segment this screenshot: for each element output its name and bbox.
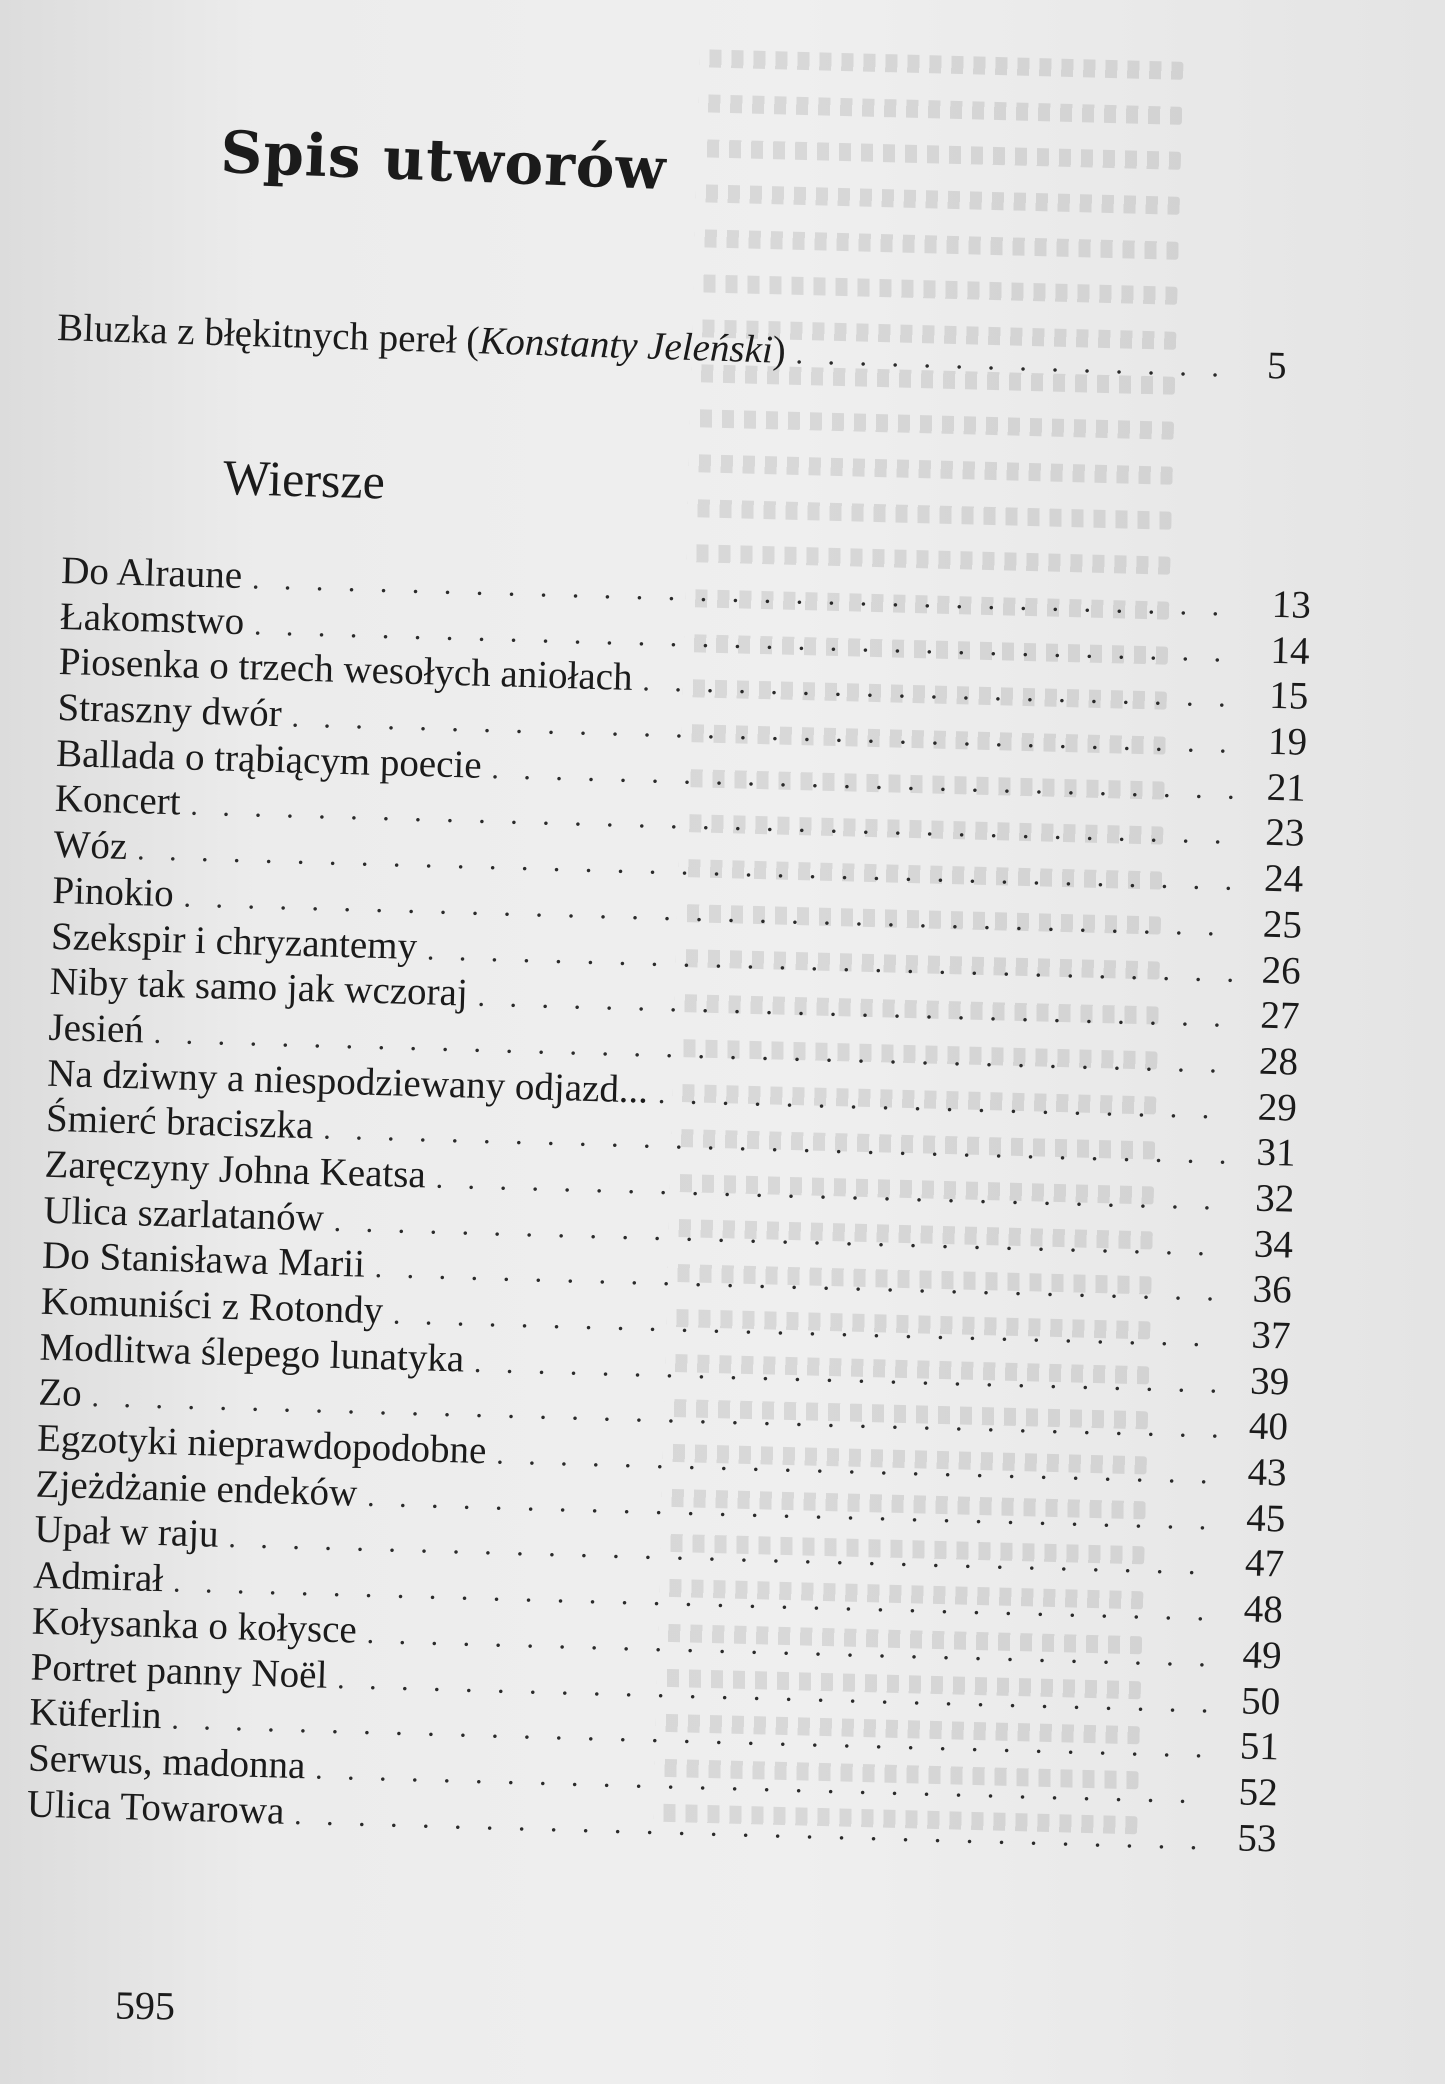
toc-entry-title: Kołysanka o kołysce	[31, 1599, 358, 1652]
page-number: 40	[1248, 1404, 1289, 1449]
section-heading: Wiersze	[222, 448, 386, 510]
toc-entry-title: Na dziwny a niespodziewany odjazd...	[46, 1051, 649, 1112]
page-number: 24	[1263, 856, 1304, 901]
page-title: Spis utworów	[219, 118, 668, 204]
toc-entry-title: Do Alraune	[60, 548, 243, 598]
page-number: 5	[1266, 344, 1288, 388]
dot-leader	[795, 337, 1219, 384]
toc-entry-title: Pinokio	[51, 868, 175, 916]
toc-entry-title: Egzotyki nieprawdopodobne	[36, 1416, 488, 1473]
page-number: 34	[1253, 1222, 1294, 1267]
toc-entry-title: Wóz	[53, 823, 128, 869]
page-number: 50	[1240, 1678, 1281, 1723]
page-folio: 595	[114, 1982, 176, 2029]
toc-entry-title: Koncert	[54, 777, 182, 824]
page-number: 19	[1267, 719, 1308, 764]
toc-entry-title: Szekspir i chryzantemy	[50, 914, 418, 968]
toc-entry-title: Do Stanisława Marii	[41, 1234, 366, 1287]
page-number: 23	[1264, 811, 1306, 856]
page-number: 36	[1252, 1267, 1293, 1312]
page-number: 29	[1257, 1085, 1298, 1130]
toc-entry-title: Ballada o trąbiącym poecie	[55, 731, 483, 787]
intro-entry	[57, 305, 1288, 389]
page-number: 53	[1236, 1815, 1278, 1860]
toc-entry-title: Straszny dwór	[56, 686, 283, 736]
page-number: 31	[1255, 1130, 1297, 1175]
toc-entry-title: Jesień	[48, 1005, 145, 1052]
toc-entry-title: Zo	[37, 1371, 83, 1416]
toc-entry-title: Upał w raju	[33, 1508, 220, 1557]
page-number: 25	[1262, 902, 1303, 947]
page-number: 47	[1244, 1541, 1285, 1586]
page-number: 15	[1268, 674, 1309, 719]
intro-author: Konstanty Jeleński	[478, 319, 774, 372]
page-number: 14	[1270, 628, 1311, 673]
toc-entry-title: Admirał	[32, 1553, 164, 1601]
page-number: 48	[1243, 1587, 1284, 1632]
intro-entry-title: Bluzka z błękitnych pereł (Konstanty Jeleński)	[56, 305, 787, 372]
page-number: 37	[1250, 1313, 1292, 1358]
table-of-contents	[26, 548, 1311, 1862]
page-number: 39	[1249, 1359, 1290, 1404]
toc-entry-title: Łakomstwo	[59, 594, 245, 643]
toc-entry-title: Komuniści z Rotondy	[40, 1279, 384, 1333]
page-number: 52	[1238, 1770, 1279, 1815]
toc-entry-title: Piosenka o trzech wesołych aniołach	[58, 640, 634, 700]
toc-entry-title: Niby tak samo jak wczoraj	[49, 960, 469, 1015]
page-number: 49	[1241, 1633, 1283, 1678]
toc-entry-title: Ulica Towarowa	[26, 1782, 285, 1833]
page-number: 13	[1271, 582, 1312, 627]
page-number: 45	[1245, 1496, 1286, 1541]
page-number: 32	[1254, 1176, 1295, 1221]
toc-entry-title: Zaręczyny Johna Keatsa	[44, 1142, 427, 1197]
toc-entry-title: Serwus, madonna	[27, 1736, 306, 1788]
page-number: 21	[1266, 765, 1307, 810]
toc-entry-title: Modlitwa ślepego lunatyka	[39, 1325, 465, 1381]
page-number: 43	[1247, 1450, 1288, 1495]
page-number: 27	[1259, 993, 1301, 1038]
toc-entry-title: Ulica szarlatanów	[42, 1188, 325, 1240]
toc-entry-title: Śmierć braciszka	[45, 1097, 315, 1148]
page-number: 28	[1258, 1039, 1299, 1084]
page-number: 51	[1239, 1724, 1280, 1769]
toc-entry-title: Portret panny Noël	[30, 1645, 329, 1697]
toc-row	[57, 305, 1288, 389]
toc-entry-title: Zjeżdżanie endeków	[35, 1462, 358, 1515]
toc-entry-title: Küferlin	[28, 1690, 163, 1738]
page-number: 26	[1261, 948, 1302, 993]
